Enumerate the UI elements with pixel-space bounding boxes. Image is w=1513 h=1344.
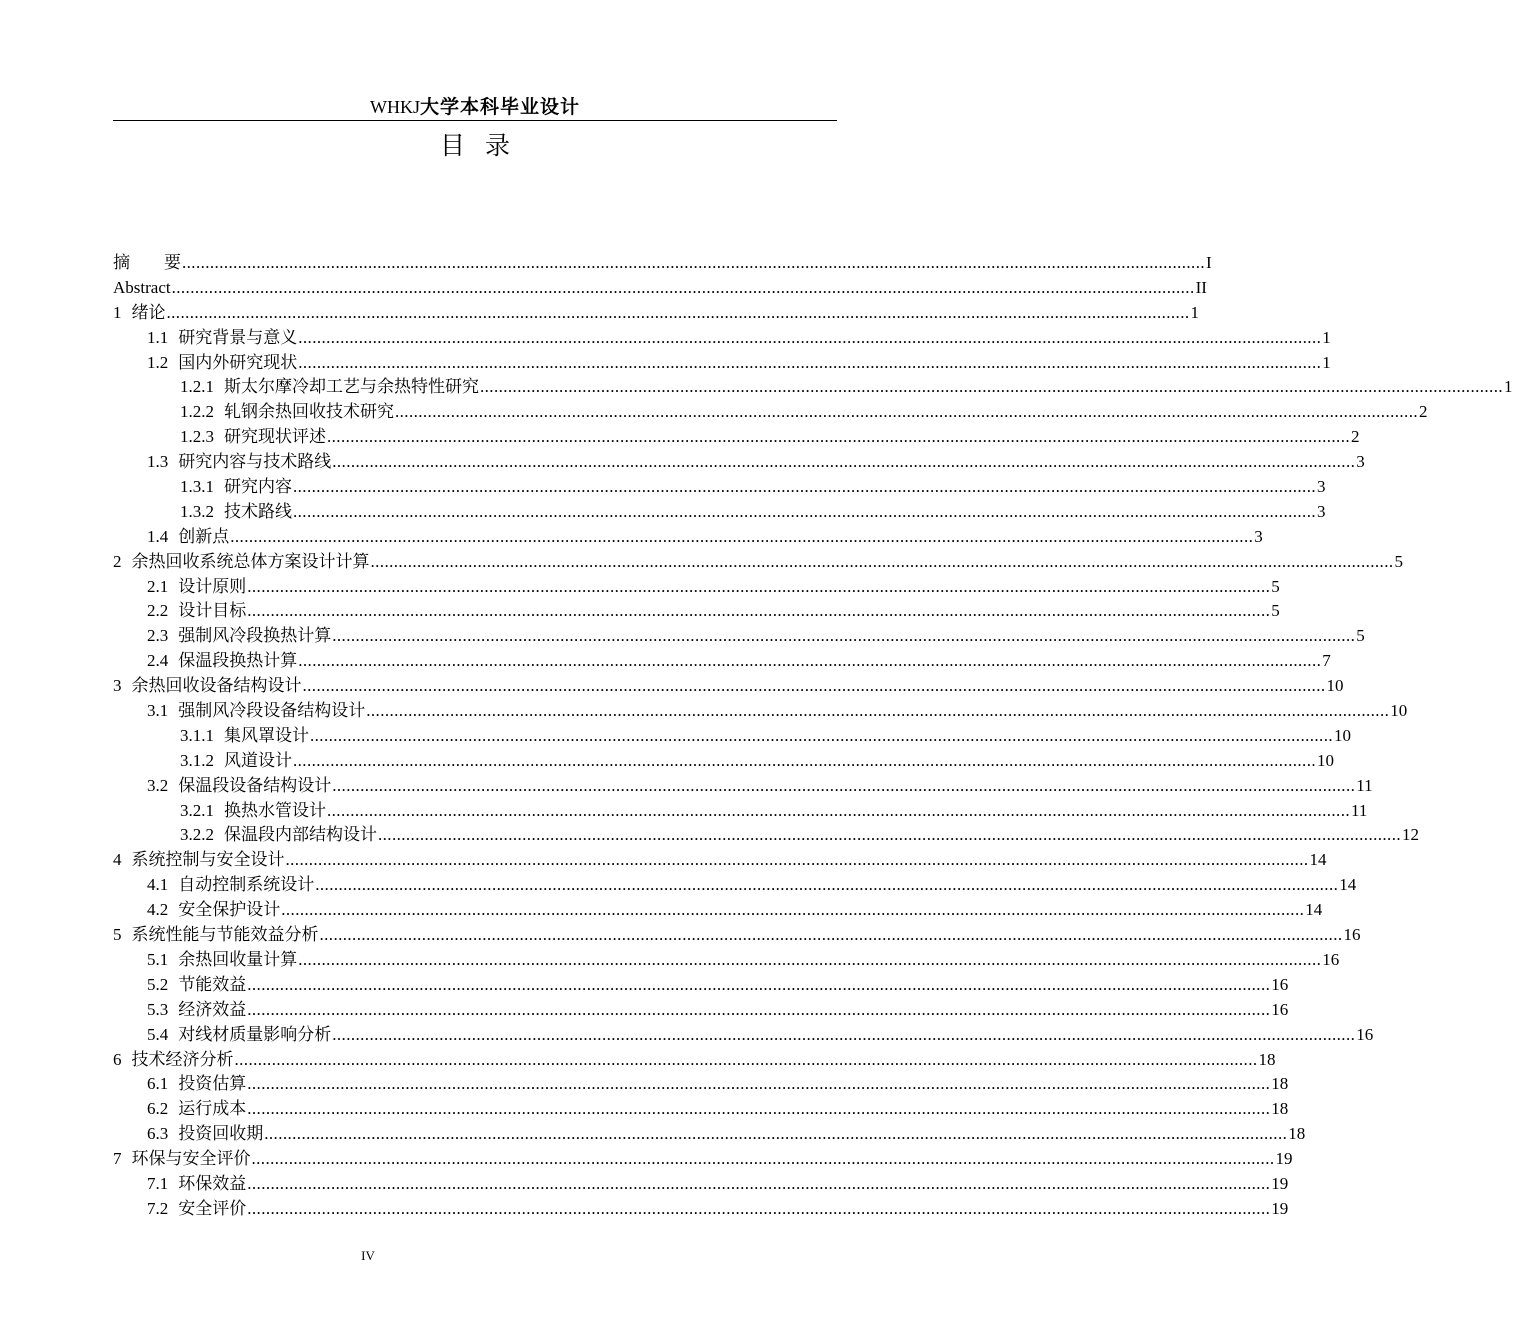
toc-entry[interactable]	[113, 1097, 1289, 1122]
toc-entry-page: 1	[1322, 327, 1331, 347]
toc-entry-page: 12	[1402, 825, 1419, 845]
toc-dot-leader: ............................................................................................................................................................................................................................	[230, 526, 1254, 546]
toc-dot-leader: ............................................................................................................................................................................................................................	[319, 925, 1343, 945]
toc-entry[interactable]	[113, 724, 1351, 749]
toc-entry[interactable]	[113, 1023, 1374, 1048]
toc-entry-page: I	[1206, 253, 1212, 272]
toc-entry-number: 1	[113, 302, 122, 322]
toc-entry-title: 强制风冷段换热计算	[178, 626, 332, 646]
toc-entry-page: 18	[1271, 1099, 1289, 1119]
table-of-contents	[113, 251, 1513, 1222]
toc-entry[interactable]	[113, 475, 1326, 500]
toc-entry[interactable]	[113, 1122, 1306, 1147]
toc-entry-page: 1	[1190, 302, 1199, 322]
toc-entry-title: 对线材质量影响分析	[178, 1024, 332, 1044]
toc-entry[interactable]	[113, 450, 1365, 475]
toc-dot-leader: ............................................................................................................................................................................................................................	[332, 1024, 1356, 1044]
toc-entry-title: 换热水管设计	[224, 800, 326, 820]
toc-entry-number: 2.1	[147, 576, 169, 596]
toc-entry[interactable]	[113, 774, 1373, 799]
toc-entry-number: 5.4	[147, 1024, 169, 1044]
toc-entry-page: 14	[1339, 875, 1357, 895]
toc-dot-leader: ............................................................................................................................................................................................................................	[247, 601, 1271, 621]
toc-entry-number: 3.1.1	[180, 725, 214, 745]
toc-dot-leader: ............................................................................................................................................................................................................................	[247, 974, 1271, 994]
toc-dot-leader: ............................................................................................................................................................................................................................	[327, 427, 1350, 447]
toc-entry-page: 16	[1271, 999, 1289, 1019]
toc-dot-leader: ............................................................................................................................................................................................................................	[247, 576, 1271, 596]
toc-dot-leader: ............................................................................................................................................................................................................................	[234, 1049, 1258, 1069]
toc-entry-title: 节能效益	[178, 974, 247, 994]
toc-entry[interactable]	[113, 898, 1323, 923]
toc-entry-number: 3.2	[147, 775, 169, 795]
toc-entry-title: 研究背景与意义	[178, 327, 298, 347]
toc-dot-leader: ............................................................................................................................................................................................................................	[378, 825, 1401, 845]
toc-entry-title: 创新点	[178, 526, 230, 546]
toc-dot-leader: ............................................................................................................................................................................................................................	[332, 775, 1356, 795]
toc-entry-number: 3.1	[147, 701, 169, 721]
toc-entry-number: 7.2	[147, 1198, 169, 1218]
toc-entry-number: 5.2	[147, 974, 169, 994]
toc-dot-leader: ............................................................................................................................................................................................................................	[298, 651, 1322, 671]
toc-entry[interactable]	[113, 873, 1357, 898]
toc-entry-page: 10	[1326, 676, 1344, 696]
toc-entry-title: 环保与安全评价	[131, 1149, 251, 1169]
toc-entry-title: 绪论	[131, 302, 166, 322]
toc-dot-leader: ............................................................................................................................................................................................................................	[247, 999, 1271, 1019]
toc-entry-page: 16	[1322, 949, 1340, 969]
toc-entry[interactable]	[113, 823, 1419, 848]
toc-entry-page: 10	[1334, 725, 1351, 745]
toc-entry-number: 6	[113, 1049, 122, 1069]
toc-entry-number: 6.3	[147, 1124, 169, 1144]
toc-entry-number: 7	[113, 1149, 122, 1169]
toc-entry-page: 18	[1258, 1049, 1276, 1069]
toc-entry-page: 19	[1275, 1149, 1293, 1169]
toc-entry[interactable]	[113, 1172, 1289, 1197]
toc-entry[interactable]	[113, 1048, 1276, 1073]
toc-entry-title: 研究内容	[224, 477, 292, 497]
toc-entry-number: 4.1	[147, 875, 169, 895]
toc-entry-title: 保温段换热计算	[178, 651, 298, 671]
toc-dot-leader: ............................................................................................................................................................................................................................	[166, 302, 1190, 322]
toc-title: 目录	[439, 133, 530, 160]
toc-entry-number: 1.2.3	[180, 427, 214, 447]
toc-entry-page: 2	[1351, 427, 1360, 447]
toc-entry-number: 1.2	[147, 352, 169, 372]
toc-entry-number: 1.3.2	[180, 501, 214, 521]
toc-entry-page: 3	[1317, 477, 1326, 497]
toc-entry[interactable]	[113, 1147, 1293, 1172]
toc-entry[interactable]	[113, 351, 1331, 376]
toc-entry-number: 1.4	[147, 526, 169, 546]
toc-dot-leader: ............................................................................................................................................................................................................................	[327, 800, 1350, 820]
toc-entry-number: 5.1	[147, 949, 169, 969]
toc-entry[interactable]	[113, 326, 1331, 351]
toc-entry-title: 技术路线	[224, 501, 292, 521]
toc-entry-title: 保温段内部结构设计	[224, 825, 377, 845]
toc-entry-number: 6.1	[147, 1074, 169, 1094]
toc-entry-page: 5	[1394, 551, 1403, 571]
toc-dot-leader: ............................................................................................................................................................................................................................	[247, 1173, 1271, 1193]
toc-dot-leader: ............................................................................................................................................................................................................................	[264, 1124, 1288, 1144]
header-school-latin: WHKJ	[369, 97, 420, 117]
toc-entry-title: 系统控制与安全设计	[131, 850, 285, 870]
toc-dot-leader: ............................................................................................................................................................................................................................	[310, 725, 1333, 745]
toc-entry[interactable]	[113, 525, 1263, 550]
toc-entry-page: 3	[1317, 501, 1326, 521]
toc-entry[interactable]	[113, 799, 1368, 824]
toc-entry[interactable]	[113, 624, 1365, 649]
toc-entry-title: 运行成本	[178, 1099, 247, 1119]
toc-entry[interactable]	[113, 649, 1331, 674]
page-header	[113, 94, 837, 121]
toc-dot-leader: ............................................................................................................................................................................................................................	[247, 1198, 1271, 1218]
toc-entry-title: 斯太尔摩冷却工艺与余热特性研究	[224, 377, 479, 397]
toc-entry-title: 投资回收期	[178, 1124, 264, 1144]
toc-entry-title: 余热回收设备结构设计	[131, 676, 302, 696]
toc-entry-title: 保温段设备结构设计	[178, 775, 332, 795]
toc-entry-number: 5.3	[147, 999, 169, 1019]
toc-entry-number: 7.1	[147, 1173, 169, 1193]
toc-entry-page: 5	[1271, 576, 1280, 596]
toc-dot-leader: ............................................................................................................................................................................................................................	[293, 750, 1316, 770]
toc-entry-page: 19	[1271, 1198, 1289, 1218]
toc-dot-leader: ............................................................................................................................................................................................................................	[370, 551, 1394, 571]
toc-entry-title: 摘 要	[113, 253, 181, 272]
toc-entry-page: II	[1195, 277, 1207, 297]
toc-entry[interactable]	[113, 749, 1334, 774]
toc-entry-title: Abstract	[113, 277, 171, 297]
toc-dot-leader: ............................................................................................................................................................................................................................	[315, 875, 1339, 895]
toc-dot-leader: ............................................................................................................................................................................................................................	[285, 850, 1309, 870]
toc-entry-page: 11	[1356, 775, 1373, 795]
toc-entry-number: 3.1.2	[180, 750, 214, 770]
toc-dot-leader: ............................................................................................................................................................................................................................	[247, 1074, 1271, 1094]
toc-entry[interactable]	[113, 699, 1408, 724]
toc-dot-leader: ............................................................................................................................................................................................................................	[298, 327, 1322, 347]
toc-dot-leader: ............................................................................................................................................................................................................................	[293, 501, 1316, 521]
toc-entry[interactable]	[113, 599, 1280, 624]
toc-entry-page: 18	[1288, 1124, 1306, 1144]
toc-entry-title: 国内外研究现状	[178, 352, 298, 372]
toc-entry[interactable]	[113, 425, 1360, 450]
toc-entry-number: 3.2.2	[180, 825, 214, 845]
toc-entry-title: 余热回收系统总体方案设计计算	[131, 551, 370, 571]
toc-entry-page: 3	[1254, 526, 1263, 546]
toc-entry-page: 1	[1322, 352, 1331, 372]
toc-entry-title: 自动控制系统设计	[178, 875, 315, 895]
toc-dot-leader: ............................................................................................................................................................................................................................	[298, 949, 1322, 969]
toc-entry-title: 安全评价	[178, 1198, 247, 1218]
toc-entry[interactable]	[113, 848, 1327, 873]
toc-entry-number: 5	[113, 925, 122, 945]
toc-entry-title: 设计目标	[178, 601, 247, 621]
toc-entry-number: 4	[113, 850, 122, 870]
toc-entry-page: 16	[1356, 1024, 1374, 1044]
toc-dot-leader: ............................................................................................................................................................................................................................	[182, 253, 1205, 272]
toc-entry-title: 强制风冷段设备结构设计	[178, 701, 366, 721]
toc-entry-title: 研究现状评述	[224, 427, 326, 447]
toc-dot-leader: ............................................................................................................................................................................................................................	[332, 452, 1356, 472]
toc-entry-title: 经济效益	[178, 999, 247, 1019]
toc-dot-leader: ............................................................................................................................................................................................................................	[395, 402, 1418, 422]
toc-entry[interactable]	[113, 1072, 1289, 1097]
toc-entry-number: 2.3	[147, 626, 169, 646]
toc-entry-page: 19	[1271, 1173, 1289, 1193]
toc-entry-page: 5	[1356, 626, 1365, 646]
toc-entry-title: 轧钢余热回收技术研究	[224, 402, 394, 422]
toc-entry[interactable]	[113, 998, 1289, 1023]
toc-entry-number: 3	[113, 676, 122, 696]
toc-dot-leader: ............................................................................................................................................................................................................................	[298, 352, 1322, 372]
toc-entry-number: 2.2	[147, 601, 169, 621]
toc-dot-leader: ............................................................................................................................................................................................................................	[366, 701, 1390, 721]
toc-entry-title: 风道设计	[224, 750, 292, 770]
toc-dot-leader: ............................................................................................................................................................................................................................	[480, 377, 1503, 397]
toc-entry[interactable]	[113, 923, 1361, 948]
toc-entry[interactable]	[113, 575, 1280, 600]
toc-entry-number: 1.2.2	[180, 402, 214, 422]
toc-entry-number: 1.2.1	[180, 377, 214, 397]
toc-entry-page: 10	[1390, 701, 1408, 721]
toc-entry[interactable]	[113, 375, 1513, 400]
toc-dot-leader: ............................................................................................................................................................................................................................	[293, 477, 1316, 497]
toc-entry-page: 2	[1419, 402, 1428, 422]
toc-entry[interactable]	[113, 948, 1340, 973]
toc-entry-page: 14	[1309, 850, 1327, 870]
toc-entry[interactable]	[113, 301, 1199, 326]
toc-entry-number: 2	[113, 551, 122, 571]
toc-entry-title: 安全保护设计	[178, 900, 281, 920]
toc-entry-number: 4.2	[147, 900, 169, 920]
toc-entry[interactable]	[113, 276, 1207, 301]
toc-dot-leader: ............................................................................................................................................................................................................................	[281, 900, 1305, 920]
toc-entry-number: 3.2.1	[180, 800, 214, 820]
toc-entry-title: 技术经济分析	[131, 1049, 234, 1069]
toc-entry-title: 设计原则	[178, 576, 247, 596]
toc-entry-number: 6.2	[147, 1099, 169, 1119]
toc-entry[interactable]	[113, 400, 1428, 425]
toc-entry[interactable]	[113, 973, 1289, 998]
toc-dot-leader: ............................................................................................................................................................................................................................	[332, 626, 1356, 646]
toc-dot-leader: ............................................................................................................................................................................................................................	[247, 1099, 1271, 1119]
toc-entry-page: 3	[1356, 452, 1365, 472]
toc-entry-number: 2.4	[147, 651, 169, 671]
toc-dot-leader: ............................................................................................................................................................................................................................	[171, 277, 1195, 297]
toc-entry-page: 5	[1271, 601, 1280, 621]
toc-entry-page: 16	[1343, 925, 1361, 945]
toc-entry-title: 研究内容与技术路线	[178, 452, 332, 472]
toc-entry[interactable]	[113, 251, 1212, 276]
toc-entry-title: 系统性能与节能效益分析	[131, 925, 319, 945]
toc-entry-number: 1.3.1	[180, 477, 214, 497]
toc-entry-page: 11	[1351, 800, 1368, 820]
toc-entry[interactable]	[113, 550, 1403, 575]
page-number: IV	[361, 1248, 375, 1263]
toc-entry-number: 1.1	[147, 327, 169, 347]
toc-dot-leader: ............................................................................................................................................................................................................................	[251, 1149, 1275, 1169]
toc-entry-number: 1.3	[147, 452, 169, 472]
toc-entry-page: 10	[1317, 750, 1334, 770]
toc-entry[interactable]	[113, 1197, 1289, 1222]
toc-entry-page: 1	[1504, 377, 1513, 397]
toc-entry-page: 16	[1271, 974, 1289, 994]
header-school-name: 大学本科毕业设计	[419, 97, 580, 118]
toc-entry-title: 环保效益	[178, 1173, 247, 1193]
toc-dot-leader: ............................................................................................................................................................................................................................	[302, 676, 1326, 696]
toc-entry-page: 18	[1271, 1074, 1289, 1094]
toc-entry-title: 集风罩设计	[224, 725, 309, 745]
toc-entry[interactable]	[113, 500, 1326, 525]
toc-entry-page: 14	[1305, 900, 1323, 920]
toc-entry-title: 余热回收量计算	[178, 949, 298, 969]
toc-entry-title: 投资估算	[178, 1074, 247, 1094]
toc-entry[interactable]	[113, 674, 1344, 699]
toc-entry-page: 7	[1322, 651, 1331, 671]
